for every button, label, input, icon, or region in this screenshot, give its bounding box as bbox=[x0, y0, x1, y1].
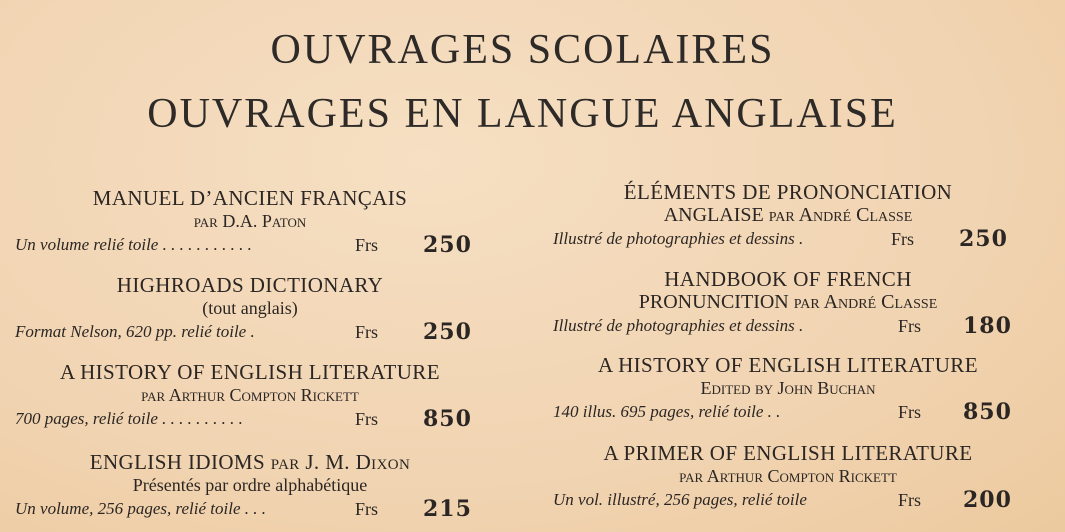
book-title: MANUEL D’ANCIEN FRANÇAIS bbox=[92, 186, 408, 210]
book-title: HANDBOOK OF FRENCH bbox=[664, 267, 912, 291]
price-line bbox=[15, 406, 485, 432]
book-format: Un volume relié toile . . . . . . . . . . . bbox=[15, 235, 252, 254]
book-author: par D.A. Paton bbox=[193, 211, 307, 231]
book-title: A PRIMER OF ENGLISH LITERATURE bbox=[603, 441, 973, 465]
book-price: 215 bbox=[423, 496, 472, 522]
currency-label: Frs bbox=[898, 402, 922, 422]
price-line bbox=[553, 313, 1023, 339]
currency-label: Frs bbox=[355, 409, 379, 429]
book-note: (tout anglais) bbox=[202, 298, 298, 318]
price-line bbox=[15, 496, 485, 522]
book-price: 850 bbox=[963, 399, 1012, 425]
price-line bbox=[553, 399, 1023, 425]
price-line bbox=[15, 232, 485, 258]
currency-label: Frs bbox=[898, 490, 922, 510]
book-price: 850 bbox=[423, 406, 472, 432]
book-entry-left-4 bbox=[15, 450, 485, 522]
book-price: 200 bbox=[963, 487, 1012, 513]
book-title: A HISTORY OF ENGLISH LITERATURE bbox=[60, 360, 440, 384]
book-title: HIGHROADS DICTIONARY bbox=[116, 273, 384, 297]
book-title-cont: ANGLAISE par André Classe bbox=[663, 204, 913, 226]
book-entry-right-2 bbox=[553, 267, 1023, 339]
book-format: Illustré de photographies et dessins . bbox=[553, 316, 804, 335]
book-editor: Edited by John Buchan bbox=[700, 378, 876, 398]
book-entry-left-1 bbox=[15, 186, 485, 258]
currency-label: Frs bbox=[891, 229, 915, 249]
book-price: 250 bbox=[959, 226, 1008, 252]
book-entry-right-1 bbox=[553, 180, 1023, 252]
book-entry-right-4 bbox=[553, 441, 1023, 513]
book-format: 140 illus. 695 pages, relié toile . . bbox=[553, 402, 781, 421]
book-title-cont: PRONUNCITION par André Classe bbox=[638, 291, 938, 313]
currency-label: Frs bbox=[355, 499, 379, 519]
book-entry-right-3 bbox=[553, 353, 1023, 425]
book-author: par Arthur Compton Rickett bbox=[141, 385, 359, 405]
book-entry-left-2 bbox=[15, 273, 485, 345]
book-title: ÉLÉMENTS DE PRONONCIATION bbox=[623, 180, 953, 204]
price-line bbox=[553, 487, 1023, 513]
book-price: 250 bbox=[423, 232, 472, 258]
currency-label: Frs bbox=[355, 235, 379, 255]
book-format: Un vol. illustré, 256 pages, relié toile bbox=[553, 490, 807, 509]
book-author: par Arthur Compton Rickett bbox=[679, 466, 897, 486]
book-note: Présentés par ordre alphabétique bbox=[132, 475, 368, 495]
book-title: ENGLISH IDIOMS par J. M. Dixon bbox=[89, 450, 411, 474]
currency-label: Frs bbox=[355, 322, 379, 342]
book-entry-left-3 bbox=[15, 360, 485, 432]
price-line bbox=[15, 319, 485, 345]
page-heading-line-1: OUVRAGES SCOLAIRES bbox=[270, 27, 775, 73]
book-format: Un volume, 256 pages, relié toile . . . bbox=[15, 499, 267, 518]
book-price: 180 bbox=[963, 313, 1012, 339]
book-format: 700 pages, relié toile . . . . . . . . . . bbox=[15, 409, 243, 428]
book-price: 250 bbox=[423, 319, 472, 345]
page-heading-line-2: OUVRAGES EN LANGUE ANGLAISE bbox=[147, 91, 898, 137]
book-title: A HISTORY OF ENGLISH LITERATURE bbox=[598, 353, 978, 377]
price-line bbox=[553, 226, 1023, 252]
book-format: Format Nelson, 620 pp. relié toile . bbox=[15, 322, 255, 341]
currency-label: Frs bbox=[898, 316, 922, 336]
book-format: Illustré de photographies et dessins . bbox=[553, 229, 804, 248]
